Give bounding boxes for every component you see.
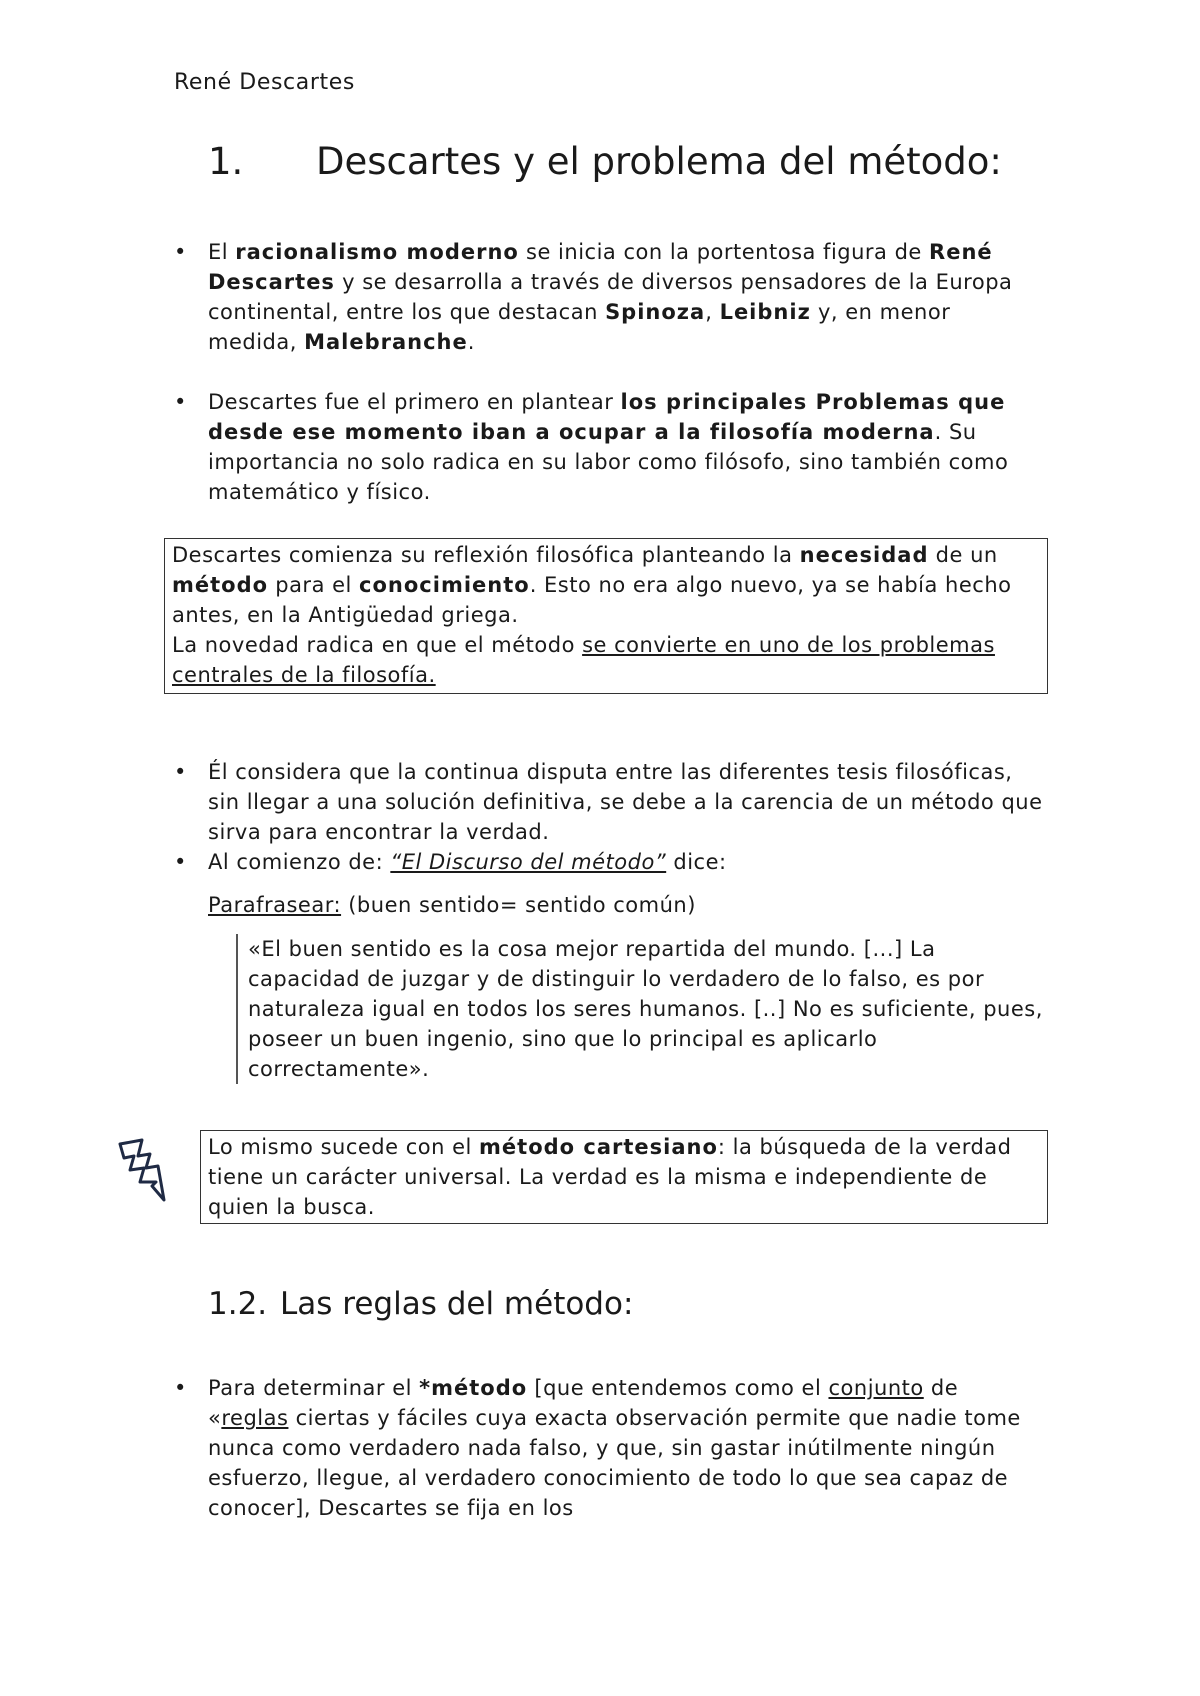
- bullet-marker: •: [174, 1376, 187, 1400]
- bullet-marker: •: [174, 240, 187, 264]
- highlight-box-method-need: [164, 538, 1048, 694]
- underlined-text: conjunto: [828, 1376, 924, 1400]
- text: Descartes fue el primero en plantear: [208, 390, 621, 414]
- block-quote: «El buen sentido es la cosa mejor repartida del mundo. [...] La capacidad de juzgar y de distinguir lo verdadero de lo falso, es por naturaleza igual en todos los seres humanos. [..] No es suficiente, pues, poseer un buen ingenio, sino que lo principal es aplicarlo correctamente».: [236, 934, 1048, 1084]
- text: Él considera que la continua disputa entre las diferentes tesis filosóficas, sin llegar a una solución definitiva, se debe a la carencia de un método que sirva para encontrar la verdad.: [208, 760, 1043, 844]
- text: se inicia con la portentosa figura de: [518, 240, 930, 264]
- bullet-list-rules: [174, 1373, 1044, 1523]
- text: Al comienzo de:: [208, 850, 391, 874]
- list-item: [174, 387, 1044, 507]
- section-1-2-number: 1.2.: [208, 1286, 268, 1322]
- text: [que entendemos como el: [527, 1376, 829, 1400]
- text: de un: [928, 543, 998, 567]
- bullet-list-intro: [174, 237, 1044, 507]
- section-1-heading: [208, 140, 1002, 183]
- section-1-2-title: Las reglas del método:: [280, 1286, 634, 1322]
- list-item: [174, 237, 1044, 357]
- text: y se desarrolla a través de diversos pensadores de la Europa continental, entre los que destacan: [208, 270, 1013, 324]
- bold-term: los principales Problemas que desde ese momento iban a ocupar a la filosofía moderna: [208, 390, 1006, 444]
- highlight-box-cartesian-method: [200, 1130, 1048, 1224]
- bold-term: Leibniz: [719, 300, 811, 324]
- underlined-text: se convierte en uno de los problemas centrales de la filosofía.: [172, 633, 995, 687]
- text: . Su importancia no solo radica en su labor como filósofo, sino también como matemático y físico.: [208, 420, 1009, 504]
- box-paragraph: [172, 540, 1040, 630]
- text: Descartes comienza su reflexión filosófica planteando la: [172, 543, 800, 567]
- text: ,: [705, 300, 720, 324]
- bold-term: método cartesiano: [479, 1135, 718, 1159]
- text: dice:: [666, 850, 727, 874]
- text: Para determinar el: [208, 1376, 420, 1400]
- text: de «: [208, 1376, 959, 1430]
- bold-term: *método: [419, 1376, 528, 1400]
- paraphrase-text: (buen sentido= sentido común): [341, 893, 696, 917]
- paraphrase-label: Parafrasear:: [208, 893, 342, 917]
- bold-term: conocimiento: [359, 573, 530, 597]
- bold-term: método: [172, 573, 269, 597]
- bullet-marker: •: [174, 760, 187, 784]
- text: La novedad radica en que el método: [172, 633, 583, 657]
- page-header-author: René Descartes: [174, 70, 355, 95]
- text: .: [467, 330, 475, 354]
- section-1-title: Descartes y el problema del método:: [316, 140, 1002, 183]
- text: ciertas y fáciles cuya exacta observación permite que nadie tome nunca como verdadero nada falso, y que, sin gastar inútilmente ningún esfuerzo, llegue, al verdadero conocimiento de todo lo que sea capaz de conocer], Descartes se fija en los: [208, 1406, 1021, 1520]
- list-item: [174, 757, 1044, 847]
- text: : la búsqueda de la verdad tiene un carácter universal. La verdad es la misma e independiente de quien la busca.: [208, 1135, 1012, 1219]
- text: El: [208, 240, 236, 264]
- text: . Esto no era algo nuevo, ya se había hecho antes, en la Antigüedad griega.: [172, 573, 1012, 627]
- section-1-2-heading: [208, 1286, 633, 1322]
- text: Lo mismo sucede con el: [208, 1135, 480, 1159]
- bullet-list-dispute: [174, 757, 1044, 877]
- bullet-marker: •: [174, 390, 187, 414]
- text: y, en menor medida,: [208, 300, 951, 354]
- bold-term: Spinoza: [605, 300, 706, 324]
- list-item: [174, 847, 1044, 877]
- lightning-icon: [112, 1138, 172, 1204]
- paraphrase-note: [208, 893, 696, 917]
- bold-term: René Descartes: [208, 240, 993, 294]
- bold-term: necesidad: [799, 543, 929, 567]
- bold-term: racionalismo moderno: [235, 240, 519, 264]
- bullet-marker: •: [174, 850, 187, 874]
- box-paragraph: [172, 630, 1040, 690]
- bold-term: Malebranche: [304, 330, 468, 354]
- book-title: “El Discurso del método”: [390, 850, 667, 874]
- section-1-number: 1.: [208, 140, 244, 183]
- list-item: [174, 1373, 1044, 1523]
- underlined-text: reglas: [221, 1406, 289, 1430]
- text: para el: [268, 573, 360, 597]
